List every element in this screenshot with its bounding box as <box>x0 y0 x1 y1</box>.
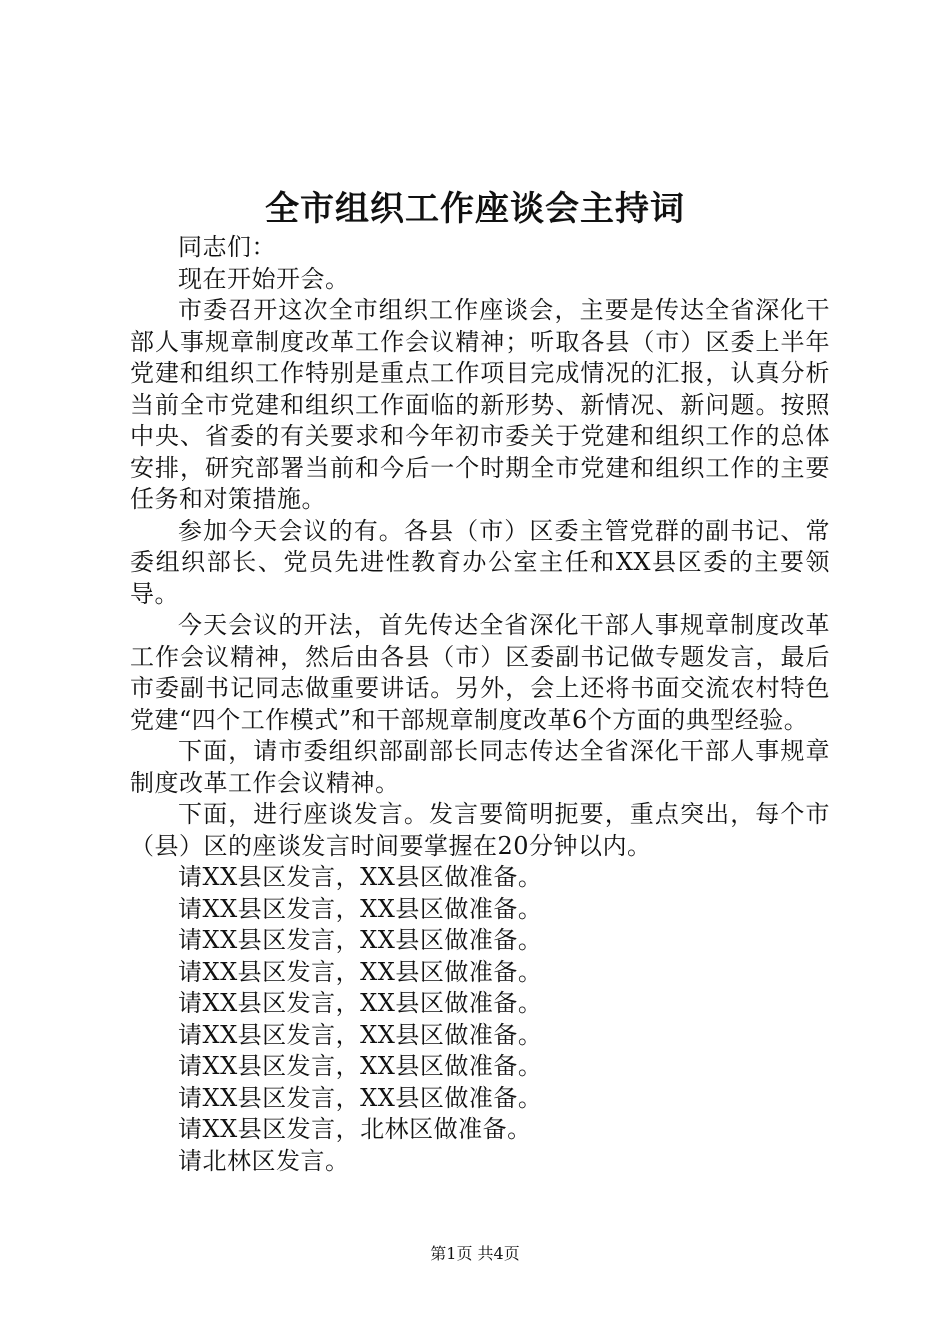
paragraph-opening: 现在开始开会。 <box>178 264 350 293</box>
paragraph-transmit: 下面，请市委组织部副部长同志传达全省深化干部人事规章制度改革工作会议精神。 <box>130 737 830 797</box>
speaker-line: 请XX县区发言，北林区做准备。 <box>178 1115 532 1143</box>
speaker-line: 请XX县区发言，XX县区做准备。 <box>178 1083 543 1112</box>
page-number: 第1页 共4页 <box>430 1244 520 1263</box>
speaker-line: 请XX县区发言，XX县区做准备。 <box>178 989 543 1017</box>
speaker-line-final: 请北林区发言。 <box>178 1146 350 1175</box>
paragraph-attendees: 参加今天会议的有。各县（市）区委主管党群的副书记、常委组织部长、党员先进性教育办公室主任和XX县区委的主要领导。 <box>130 516 830 608</box>
speaker-line: 请XX县区发言，XX县区做准备。 <box>178 1020 543 1049</box>
speaker-line: 请XX县区发言，XX县区做准备。 <box>178 926 543 954</box>
document-title: 全市组织工作座谈会主持词 <box>265 189 685 229</box>
speaker-line: 请XX县区发言，XX县区做准备。 <box>178 1052 543 1080</box>
salutation: 同志们： <box>178 233 276 261</box>
speaker-line: 请XX县区发言，XX县区做准备。 <box>178 957 543 986</box>
paragraph-purpose: 市委召开这次全市组织工作座谈会，主要是传达全省深化干部人事规章制度改革工作会议精神；听取各县（市）区委上半年党建和组织工作特别是重点工作项目完成情况的汇报，认真分析当前全市党建和组织工作面临的新形势、新情况、新问题。按照中央、省委的有关要求和今年初市委关于党建和组织工作的总体安排，研究部署当前和今后一个时期全市党建和组织工作的主要任务和对策措施。 <box>130 296 830 513</box>
speaker-line: 请XX县区发言，XX县区做准备。 <box>178 863 543 891</box>
paragraph-discussion: 下面，进行座谈发言。发言要简明扼要，重点突出，每个市（县）区的座谈发言时间要掌握在20分钟以内。 <box>130 800 830 860</box>
document-body <box>130 232 830 1177</box>
paragraph-agenda: 今天会议的开法，首先传达全省深化干部人事规章制度改革工作会议精神，然后由各县（市）区委副书记做专题发言，最后市委副书记同志做重要讲话。另外，会上还将书面交流农村特色党建“四个工作模式”和干部规章制度改革6个方面的典型经验。 <box>130 611 830 734</box>
speaker-line: 请XX县区发言，XX县区做准备。 <box>178 894 543 923</box>
